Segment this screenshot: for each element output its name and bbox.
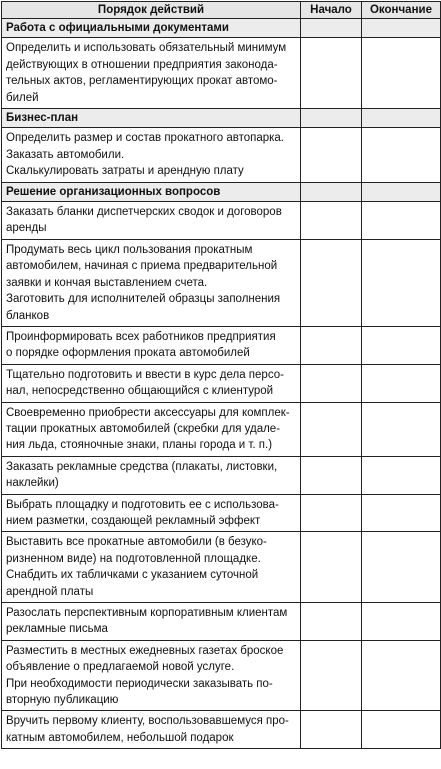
cell-line: Решение организационных вопросов <box>6 185 221 198</box>
cell-line: Заказать автомобили. <box>6 148 125 161</box>
section-row <box>2 19 441 38</box>
cell-line: наклейки) <box>6 477 59 490</box>
end-cell <box>362 494 441 532</box>
table-row <box>2 711 441 749</box>
start-cell <box>301 326 362 364</box>
column-header-end: Окончание <box>362 2 441 19</box>
cell-line: Выставить все прокатные автомобили (в безуко- <box>6 536 267 549</box>
cell-line: ризненном виде) на подготовленной площадке. <box>6 552 261 565</box>
table-row <box>2 239 441 326</box>
start-cell <box>301 202 362 240</box>
cell-line: Заготовить для исполнителей образцы заполнения <box>6 293 281 306</box>
cell-line: аренды <box>6 222 47 235</box>
end-cell <box>362 128 441 182</box>
end-cell <box>362 326 441 364</box>
column-header-action: Порядок действий <box>2 2 301 19</box>
action-cell <box>2 128 301 182</box>
start-cell <box>301 364 362 402</box>
action-plan-table <box>1 1 441 749</box>
end-cell <box>362 19 441 38</box>
cell-line: тельных актов, регламентирующих прокат автомо- <box>6 75 278 88</box>
cell-line: катным автомобилем, небольшой подарок <box>6 731 234 744</box>
table-row <box>2 402 441 456</box>
table-row <box>2 494 441 532</box>
action-cell <box>2 494 301 532</box>
action-cell <box>2 326 301 364</box>
action-cell <box>2 456 301 494</box>
cell-line: Своевременно приобрести аксессуары для комплек- <box>6 406 290 419</box>
action-cell <box>2 202 301 240</box>
cell-line: Заказать бланки диспетчерских сводок и договоров <box>6 206 282 219</box>
action-cell <box>2 603 301 641</box>
action-cell <box>2 109 301 128</box>
cell-line: автомобилем, начиная с приема предварительной <box>6 260 278 273</box>
cell-line: Заказать рекламные средства (плакаты, листовки, <box>6 460 278 473</box>
table-row <box>2 603 441 641</box>
start-cell <box>301 603 362 641</box>
table-row <box>2 38 441 109</box>
cell-line: Выбрать площадку и подготовить ее с использова- <box>6 498 279 511</box>
cell-line: о порядке оформления проката автомобилей <box>6 347 250 360</box>
action-cell <box>2 38 301 109</box>
start-cell <box>301 38 362 109</box>
table-row <box>2 640 441 711</box>
start-cell <box>301 109 362 128</box>
start-cell <box>301 402 362 456</box>
end-cell <box>362 182 441 201</box>
cell-line: Проинформировать всех работников предприятия <box>6 330 276 343</box>
action-cell <box>2 364 301 402</box>
cell-line: Продумать весь цикл пользования прокатным <box>6 243 253 256</box>
table-header-row <box>2 2 441 19</box>
cell-line: тации прокатных автомобилей (скребки для удале- <box>6 422 281 435</box>
cell-line: рекламные письма <box>6 623 108 636</box>
end-cell <box>362 532 441 603</box>
cell-line: Снабдить их табличками с указанием суточной <box>6 569 259 582</box>
end-cell <box>362 364 441 402</box>
cell-line: бланков <box>6 309 50 322</box>
end-cell <box>362 38 441 109</box>
end-cell <box>362 711 441 749</box>
column-header-start: Начало <box>301 2 362 19</box>
section-row <box>2 109 441 128</box>
cell-line: Разослать перспективным корпоративным клиентам <box>6 607 288 619</box>
end-cell <box>362 109 441 128</box>
cell-line: действующих в отношении предприятия законода- <box>6 58 278 71</box>
action-cell <box>2 711 301 749</box>
cell-line: Вручить первому клиенту, воспользовавшемуся про- <box>6 715 289 728</box>
start-cell <box>301 456 362 494</box>
cell-line: Тщательно подготовить и ввести в курс дела персо- <box>6 368 284 381</box>
table-row <box>2 202 441 240</box>
action-cell <box>2 640 301 711</box>
action-cell <box>2 239 301 326</box>
end-cell <box>362 603 441 641</box>
start-cell <box>301 19 362 38</box>
table-row <box>2 532 441 603</box>
start-cell <box>301 711 362 749</box>
end-cell <box>362 640 441 711</box>
end-cell <box>362 402 441 456</box>
end-cell <box>362 456 441 494</box>
cell-line: Скалькулировать затраты и арендную плату <box>6 165 244 178</box>
cell-line: При необходимости периодически заказывать по- <box>6 677 273 690</box>
table-row <box>2 364 441 402</box>
cell-line: нал, непосредственно общающийся с клиентурой <box>6 385 274 398</box>
start-cell <box>301 239 362 326</box>
table-body <box>2 19 441 749</box>
end-cell <box>362 202 441 240</box>
cell-line: арендной платы <box>6 585 94 598</box>
table-row <box>2 456 441 494</box>
start-cell <box>301 640 362 711</box>
cell-line: ния льда, стояночные знаки, планы города и т. п.) <box>6 439 273 452</box>
cell-line: билей <box>6 91 39 104</box>
cell-line: Работа с официальными документами <box>6 22 229 34</box>
cell-line: Определить размер и состав прокатного автопарка. <box>6 132 285 145</box>
end-cell <box>362 239 441 326</box>
action-cell <box>2 19 301 38</box>
table-row <box>2 326 441 364</box>
action-cell <box>2 532 301 603</box>
cell-line: Разместить в местных ежедневных газетах броское <box>6 644 284 657</box>
section-row <box>2 182 441 201</box>
action-cell <box>2 402 301 456</box>
start-cell <box>301 532 362 603</box>
cell-line: Определить и использовать обязательный минимум <box>6 42 287 55</box>
cell-line: объявление о предлагаемой новой услуге. <box>6 661 235 674</box>
table-row <box>2 128 441 182</box>
cell-line: Бизнес-план <box>6 112 79 125</box>
cell-line: вторную публикацию <box>6 694 119 707</box>
cell-line: заявки и кончая выставлением счета. <box>6 276 208 289</box>
cell-line: нием разметки, создающей рекламный эффект <box>6 514 261 527</box>
start-cell <box>301 494 362 532</box>
action-cell <box>2 182 301 201</box>
start-cell <box>301 128 362 182</box>
start-cell <box>301 182 362 201</box>
